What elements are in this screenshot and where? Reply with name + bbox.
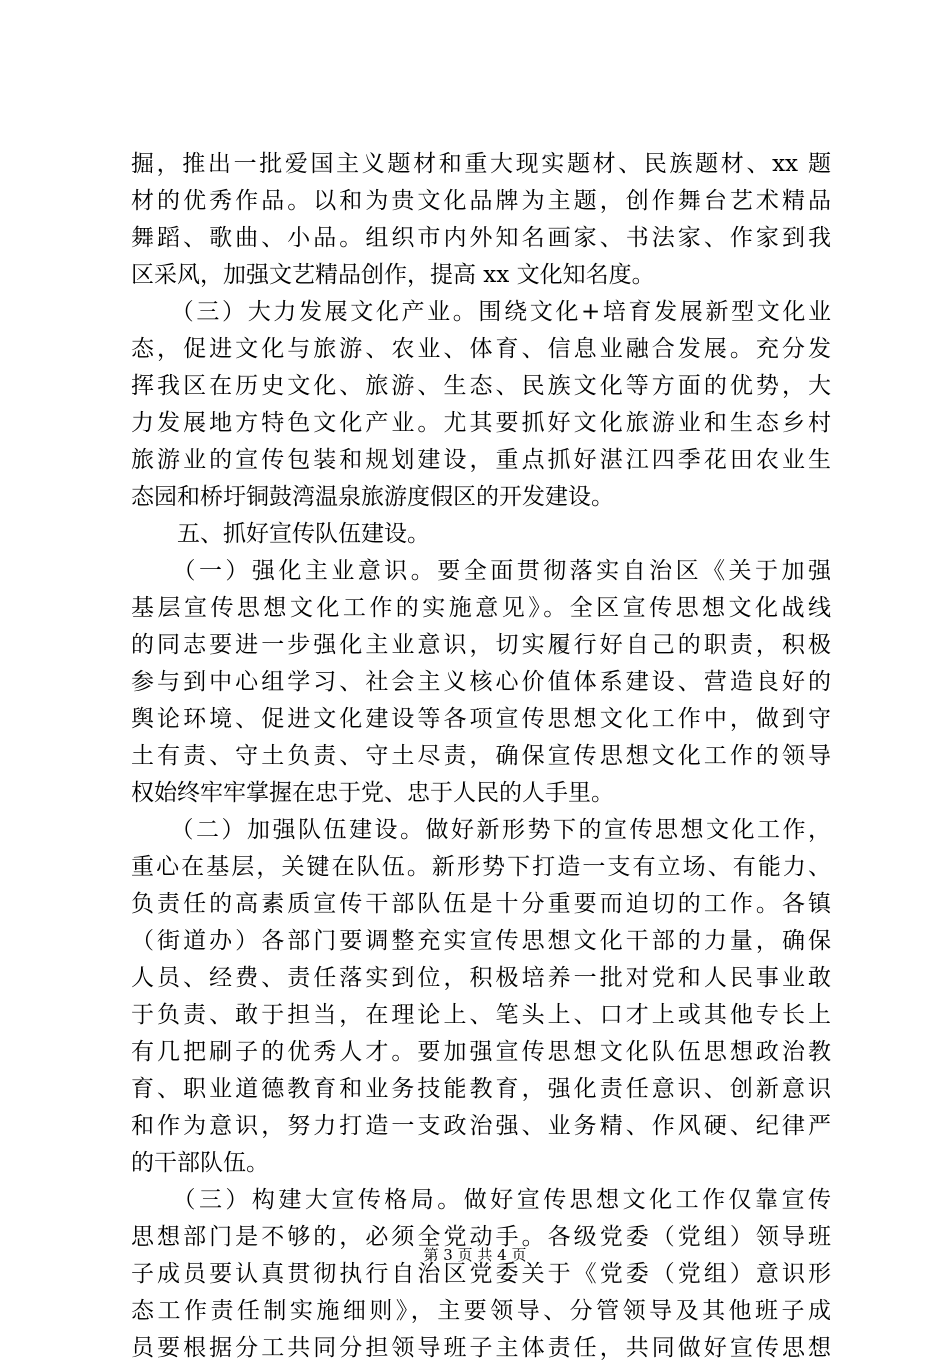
text-line: （二）加强队伍建设。做好新形势下的宣传思想文化工作，: [131, 817, 831, 843]
text-line: 态工作责任制实施细则》，主要领导、分管领导及其他班子成: [131, 1298, 831, 1324]
text-line: 态，促进文化与旅游、农业、体育、信息业融合发展。充分发: [131, 336, 831, 362]
text-line: 舞蹈、歌曲、小品。组织市内外知名画家、书法家、作家到我: [131, 225, 831, 251]
text-line: 舆论环境、促进文化建设等各项宣传思想文化工作中，做到守: [131, 706, 831, 732]
text-line: 参与到中心组学习、社会主义核心价值体系建设、营造良好的: [131, 669, 831, 695]
text-line: 基层宣传思想文化工作的实施意见》。全区宣传思想文化战线: [131, 595, 831, 621]
text-line: 权始终牢牢掌握在忠于党、忠于人民的人手里。: [131, 780, 614, 806]
text-line: 力发展地方特色文化产业。尤其要抓好文化旅游业和生态乡村: [131, 410, 831, 436]
text-line: 负责任的高素质宣传干部队伍是十分重要而迫切的工作。各镇: [131, 891, 831, 917]
text-line: 人员、经费、责任落实到位，积极培养一批对党和人民事业敢: [131, 965, 831, 991]
body-text: [131, 146, 831, 1367]
text-line: （一）强化主业意识。要全面贯彻落实自治区《关于加强: [131, 558, 831, 584]
text-line: 于负责、敢于担当，在理论上、笔头上、口才上或其他专长上: [131, 1002, 831, 1028]
section-heading: 五、抓好宣传队伍建设。: [131, 521, 430, 547]
text-line: 区采风，加强文艺精品创作，提高 xx 文化知名度。: [131, 262, 655, 288]
text-line: 材的优秀作品。以和为贵文化品牌为主题，创作舞台艺术精品: [131, 188, 831, 214]
text-line: 态园和桥圩铜鼓湾温泉旅游度假区的开发建设。: [131, 484, 614, 510]
text-line: 和作为意识，努力打造一支政治强、业务精、作风硬、纪律严: [131, 1113, 831, 1139]
text-line: 有几把刷子的优秀人才。要加强宣传思想文化队伍思想政治教: [131, 1039, 831, 1065]
text-line: 育、职业道德教育和业务技能教育，强化责任意识、创新意识: [131, 1076, 831, 1102]
text-line: （三）构建大宣传格局。做好宣传思想文化工作仅靠宣传: [131, 1187, 831, 1213]
text-line: 土有责、守土负责、守土尽责，确保宣传思想文化工作的领导: [131, 743, 831, 769]
text-line: 挥我区在历史文化、旅游、生态、民族文化等方面的优势，大: [131, 373, 831, 399]
text-line: 掘，推出一批爱国主义题材和重大现实题材、民族题材、xx 题: [131, 151, 831, 177]
text-line: （街道办）各部门要调整充实宣传思想文化干部的力量，确保: [131, 928, 831, 954]
text-line: 的同志要进一步强化主业意识，切实履行好自己的职责，积极: [131, 632, 831, 658]
page-number-footer: 第 3 页 共 4 页: [423, 1246, 527, 1264]
text-line: 思想部门是不够的，必须全党动手。各级党委（党组）领导班: [131, 1224, 831, 1250]
text-line: 旅游业的宣传包装和规划建设，重点抓好湛江四季花田农业生: [131, 447, 831, 473]
text-line: 子成员要认真贯彻执行自治区党委关于《党委（党组）意识形: [131, 1261, 831, 1287]
text-line: 重心在基层，关键在队伍。新形势下打造一支有立场、有能力、: [131, 854, 831, 880]
text-line: 员要根据分工共同分担领导班子主体责任，共同做好宣传思想: [131, 1335, 831, 1361]
text-line: （三）大力发展文化产业。围绕文化+培育发展新型文化业: [131, 299, 831, 325]
text-line: 的干部队伍。: [131, 1150, 269, 1176]
